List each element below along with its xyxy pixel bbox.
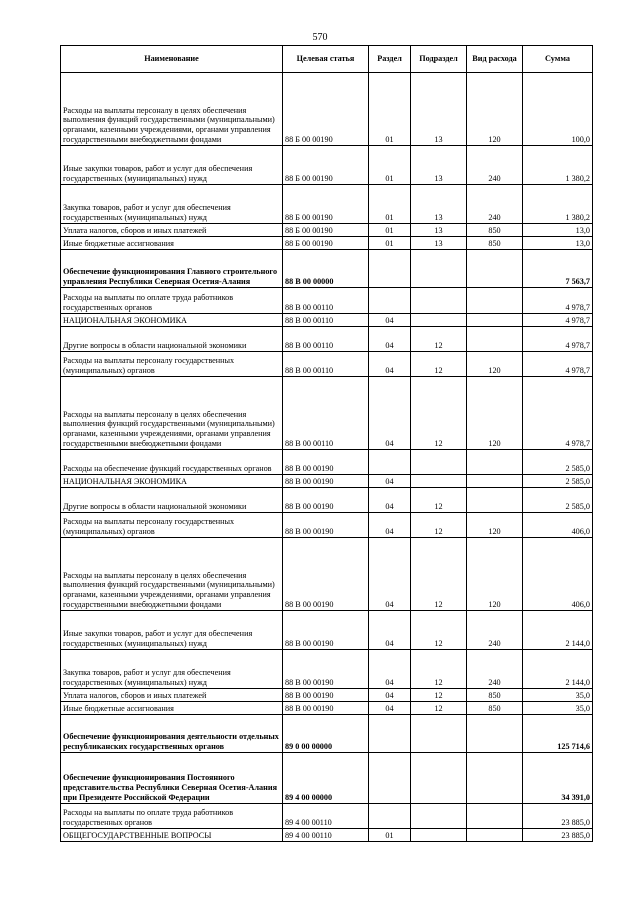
row-section: 04 (369, 513, 411, 538)
table-row (61, 829, 593, 842)
page-number: 570 (312, 32, 328, 43)
row-target: 88 Б 00 00190 (283, 146, 369, 185)
row-name: Расходы на выплаты персоналу в целях обеспечения выполнения функций государственными (муниципальными) органами, казенными учреждениями, органами управления государственными внебюджетными фондами (61, 538, 283, 611)
row-section: 01 (369, 224, 411, 237)
row-target: 88 В 00 00190 (283, 650, 369, 689)
row-amount: 2 585,0 (523, 475, 593, 488)
table-row (61, 702, 593, 715)
row-amount: 406,0 (523, 513, 593, 538)
table-row (61, 753, 593, 804)
row-name: Закупка товаров, работ и услуг для обеспечения государственных (муниципальных) нужд (61, 185, 283, 224)
row-amount: 100,0 (523, 73, 593, 146)
row-subsection (411, 829, 467, 842)
row-section: 04 (369, 377, 411, 450)
row-subsection: 12 (411, 513, 467, 538)
row-expense-type: 240 (467, 185, 523, 224)
row-subsection: 12 (411, 352, 467, 377)
table-row (61, 513, 593, 538)
table-row (61, 450, 593, 475)
row-section: 04 (369, 702, 411, 715)
row-subsection (411, 288, 467, 314)
row-amount: 23 885,0 (523, 804, 593, 829)
table-row (61, 250, 593, 288)
row-name: Уплата налогов, сборов и иных платежей (61, 689, 283, 702)
row-amount: 34 391,0 (523, 753, 593, 804)
table-row (61, 185, 593, 224)
table-body (61, 73, 593, 842)
row-target: 88 В 00 00000 (283, 250, 369, 288)
row-section: 04 (369, 650, 411, 689)
row-target: 88 В 00 00190 (283, 702, 369, 715)
row-subsection: 12 (411, 702, 467, 715)
row-name: Расходы на выплаты персоналу в целях обеспечения выполнения функций государственными (муниципальными) органами, казенными учреждениями, органами управления государственными внебюджетными фондами (61, 377, 283, 450)
row-subsection: 13 (411, 146, 467, 185)
row-amount: 4 978,7 (523, 327, 593, 352)
row-subsection: 12 (411, 650, 467, 689)
row-name: НАЦИОНАЛЬНАЯ ЭКОНОМИКА (61, 314, 283, 327)
row-expense-type (467, 753, 523, 804)
row-section: 01 (369, 237, 411, 250)
row-amount: 35,0 (523, 689, 593, 702)
row-section: 04 (369, 689, 411, 702)
row-target: 88 В 00 00190 (283, 611, 369, 650)
row-amount: 7 563,7 (523, 250, 593, 288)
row-name: Обеспечение функционирования Главного строительного управления Республики Северная Осетия-Алания (61, 250, 283, 288)
header-section: Раздел (369, 46, 411, 73)
row-subsection (411, 715, 467, 753)
table-row (61, 715, 593, 753)
row-target: 88 Б 00 00190 (283, 185, 369, 224)
row-expense-type (467, 829, 523, 842)
row-name: Обеспечение функционирования деятельности отдельных республиканских государственных органов (61, 715, 283, 753)
row-subsection (411, 450, 467, 475)
row-target: 88 В 00 00110 (283, 288, 369, 314)
row-subsection (411, 314, 467, 327)
row-section: 04 (369, 327, 411, 352)
row-section (369, 450, 411, 475)
row-target: 89 4 00 00110 (283, 804, 369, 829)
row-subsection: 12 (411, 377, 467, 450)
row-subsection (411, 804, 467, 829)
row-section: 04 (369, 352, 411, 377)
row-amount: 125 714,6 (523, 715, 593, 753)
row-expense-type: 120 (467, 73, 523, 146)
row-name: Расходы на обеспечение функций государственных органов (61, 450, 283, 475)
row-section: 04 (369, 488, 411, 513)
row-expense-type: 120 (467, 377, 523, 450)
row-name: Другие вопросы в области национальной экономики (61, 488, 283, 513)
row-name: Другие вопросы в области национальной экономики (61, 327, 283, 352)
row-name: Иные закупки товаров, работ и услуг для обеспечения государственных (муниципальных) нужд (61, 611, 283, 650)
table-row (61, 488, 593, 513)
row-section: 01 (369, 146, 411, 185)
row-expense-type (467, 288, 523, 314)
table-row (61, 327, 593, 352)
row-amount: 2 585,0 (523, 488, 593, 513)
row-expense-type (467, 314, 523, 327)
row-section (369, 804, 411, 829)
row-subsection: 13 (411, 185, 467, 224)
row-section (369, 753, 411, 804)
row-subsection: 12 (411, 488, 467, 513)
row-expense-type (467, 250, 523, 288)
table-row (61, 611, 593, 650)
row-subsection: 12 (411, 327, 467, 352)
row-target: 88 В 00 00110 (283, 327, 369, 352)
budget-table (60, 45, 593, 842)
row-target: 88 Б 00 00190 (283, 224, 369, 237)
row-amount: 4 978,7 (523, 288, 593, 314)
row-amount: 2 585,0 (523, 450, 593, 475)
row-amount: 406,0 (523, 538, 593, 611)
row-name: Расходы на выплаты персоналу государственных (муниципальных) органов (61, 513, 283, 538)
row-expense-type: 850 (467, 702, 523, 715)
table-row (61, 689, 593, 702)
row-name: Уплата налогов, сборов и иных платежей (61, 224, 283, 237)
table-row (61, 377, 593, 450)
table-row (61, 146, 593, 185)
table-row (61, 352, 593, 377)
row-target: 88 В 00 00110 (283, 352, 369, 377)
row-amount: 4 978,7 (523, 352, 593, 377)
table-row (61, 224, 593, 237)
row-target: 88 Б 00 00190 (283, 237, 369, 250)
row-section (369, 250, 411, 288)
row-name: НАЦИОНАЛЬНАЯ ЭКОНОМИКА (61, 475, 283, 488)
row-expense-type: 850 (467, 224, 523, 237)
row-target: 88 В 00 00190 (283, 513, 369, 538)
header-target: Целевая статья (283, 46, 369, 73)
row-expense-type (467, 475, 523, 488)
row-section: 01 (369, 829, 411, 842)
header-name: Наименование (61, 46, 283, 73)
header-expense-type: Вид расхода (467, 46, 523, 73)
row-target: 88 В 00 00110 (283, 314, 369, 327)
row-name: Расходы на выплаты персоналу государственных (муниципальных) органов (61, 352, 283, 377)
row-subsection: 13 (411, 73, 467, 146)
row-expense-type (467, 804, 523, 829)
table-row (61, 804, 593, 829)
row-target: 88 В 00 00190 (283, 475, 369, 488)
row-section: 04 (369, 611, 411, 650)
header-subsection: Подраздел (411, 46, 467, 73)
row-section: 01 (369, 185, 411, 224)
row-target: 89 4 00 00110 (283, 829, 369, 842)
row-target: 89 0 00 00000 (283, 715, 369, 753)
row-section (369, 715, 411, 753)
row-amount: 2 144,0 (523, 611, 593, 650)
row-target: 88 В 00 00110 (283, 377, 369, 450)
row-section: 04 (369, 475, 411, 488)
row-section: 01 (369, 73, 411, 146)
row-name: Обеспечение функционирования Постоянного представительства Республики Северная Осетия-Алания при Президенте Российской Федерации (61, 753, 283, 804)
row-expense-type (467, 327, 523, 352)
row-section: 04 (369, 538, 411, 611)
row-name: Расходы на выплаты по оплате труда работников государственных органов (61, 804, 283, 829)
row-expense-type: 120 (467, 513, 523, 538)
row-name: Иные бюджетные ассигнования (61, 237, 283, 250)
table-header (61, 46, 593, 73)
row-expense-type: 240 (467, 611, 523, 650)
row-target: 88 В 00 00190 (283, 488, 369, 513)
row-expense-type: 850 (467, 237, 523, 250)
row-name: Расходы на выплаты персоналу в целях обеспечения выполнения функций государственными (муниципальными) органами, казенными учреждениями, органами управления государственными внебюджетными фондами (61, 73, 283, 146)
row-name: Закупка товаров, работ и услуг для обеспечения государственных (муниципальных) нужд (61, 650, 283, 689)
row-target: 88 Б 00 00190 (283, 73, 369, 146)
row-amount: 35,0 (523, 702, 593, 715)
row-expense-type (467, 450, 523, 475)
row-expense-type: 120 (467, 538, 523, 611)
row-subsection: 12 (411, 538, 467, 611)
table-row (61, 288, 593, 314)
row-amount: 1 380,2 (523, 185, 593, 224)
row-section (369, 288, 411, 314)
row-expense-type: 240 (467, 146, 523, 185)
row-subsection (411, 475, 467, 488)
row-subsection (411, 753, 467, 804)
row-subsection: 12 (411, 611, 467, 650)
row-section: 04 (369, 314, 411, 327)
row-expense-type: 240 (467, 650, 523, 689)
row-target: 88 В 00 00190 (283, 450, 369, 475)
header-amount: Сумма (523, 46, 593, 73)
row-expense-type (467, 715, 523, 753)
table-row (61, 475, 593, 488)
row-amount: 23 885,0 (523, 829, 593, 842)
row-subsection: 12 (411, 689, 467, 702)
row-amount: 4 978,7 (523, 314, 593, 327)
table-row (61, 314, 593, 327)
table-row (61, 538, 593, 611)
row-name: ОБЩЕГОСУДАРСТВЕННЫЕ ВОПРОСЫ (61, 829, 283, 842)
row-amount: 13,0 (523, 224, 593, 237)
row-amount: 4 978,7 (523, 377, 593, 450)
row-expense-type (467, 488, 523, 513)
row-expense-type: 850 (467, 689, 523, 702)
table-row (61, 237, 593, 250)
row-name: Расходы на выплаты по оплате труда работников государственных органов (61, 288, 283, 314)
row-name: Иные бюджетные ассигнования (61, 702, 283, 715)
row-expense-type: 120 (467, 352, 523, 377)
row-subsection: 13 (411, 237, 467, 250)
row-amount: 13,0 (523, 237, 593, 250)
row-target: 89 4 00 00000 (283, 753, 369, 804)
row-subsection: 13 (411, 224, 467, 237)
row-amount: 2 144,0 (523, 650, 593, 689)
row-name: Иные закупки товаров, работ и услуг для обеспечения государственных (муниципальных) нужд (61, 146, 283, 185)
row-subsection (411, 250, 467, 288)
row-target: 88 В 00 00190 (283, 538, 369, 611)
row-target: 88 В 00 00190 (283, 689, 369, 702)
row-amount: 1 380,2 (523, 146, 593, 185)
table-row (61, 73, 593, 146)
table-row (61, 650, 593, 689)
